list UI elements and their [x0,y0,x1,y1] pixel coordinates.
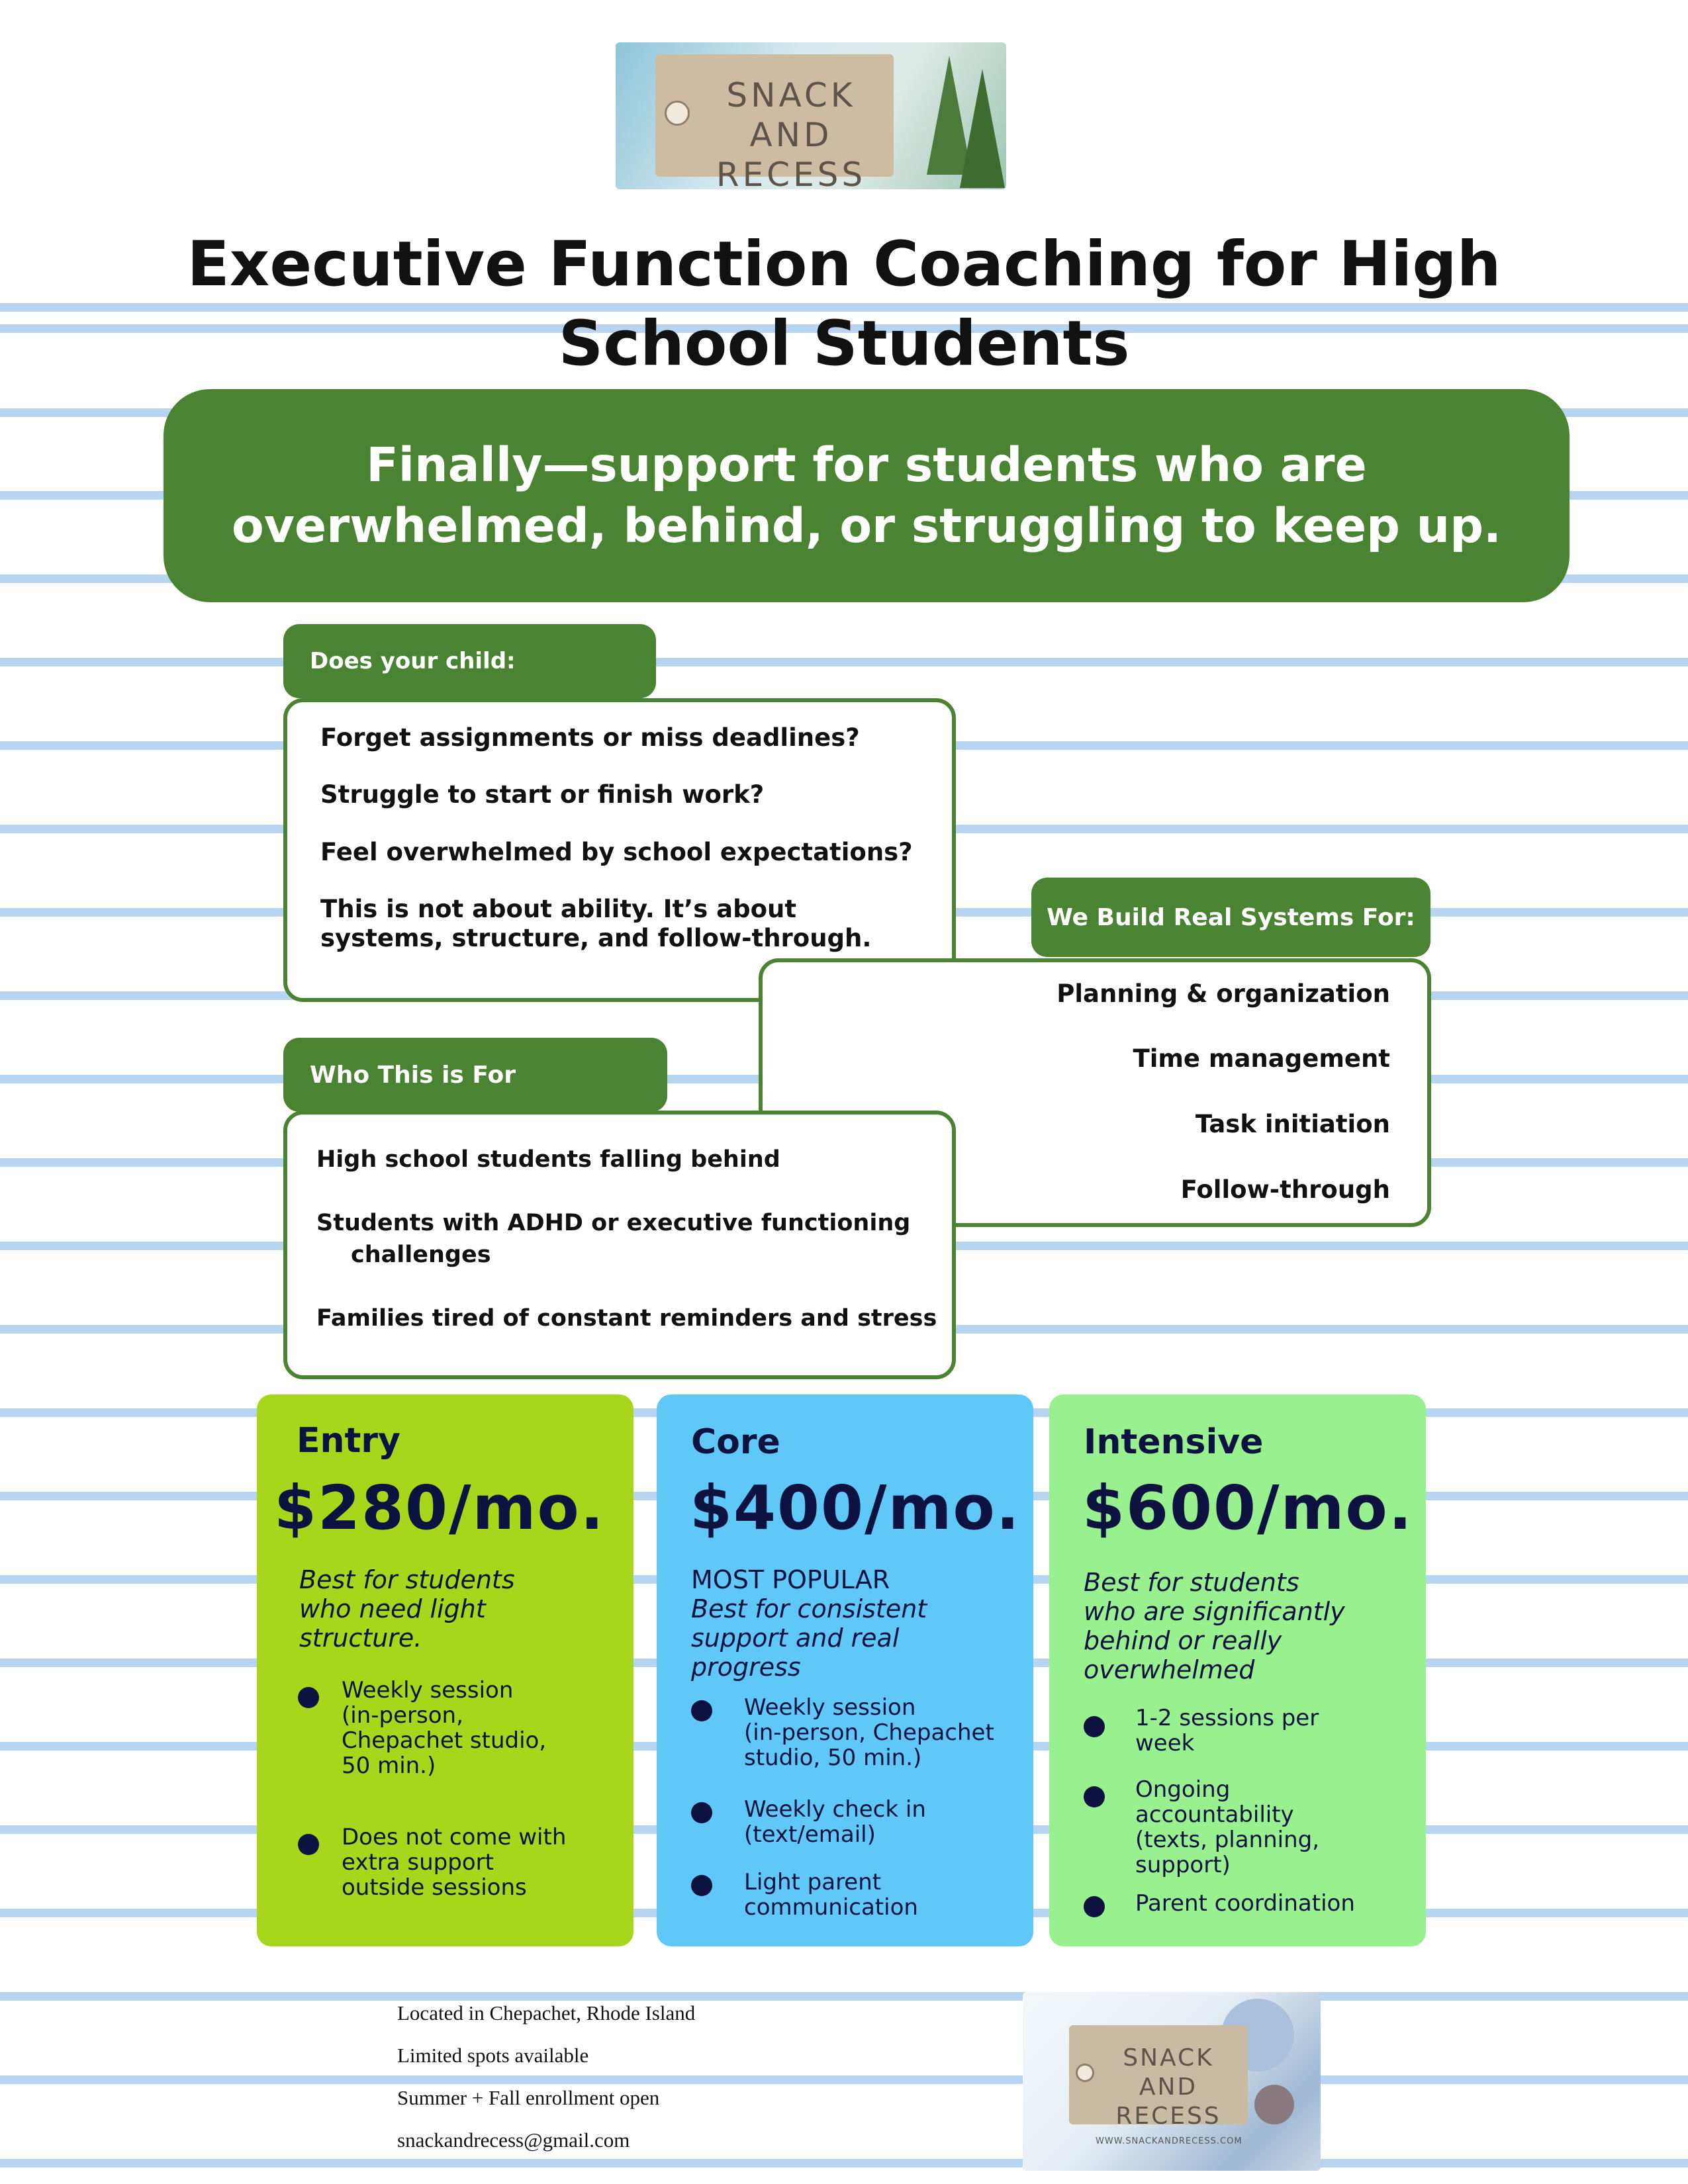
header-logo [616,42,1006,189]
does-your-child-heading [283,624,656,698]
page-title-line1: Executive Function Coaching for High [187,228,1501,300]
plan-description: Best for students who are significantly behind or really overwhelmed [1084,1568,1345,1684]
list-item: Planning & organization [1056,979,1390,1008]
logo-line1: SNACK AND [1123,2044,1214,2101]
list-item: High school students falling behind [316,1146,780,1173]
list-item: Time management [1133,1044,1390,1073]
pine-tree-icon [960,69,1005,188]
bullet-icon [1084,1786,1105,1807]
logo-line2: RECESS [1115,2103,1221,2130]
list-item: Families tired of constant reminders and stress [316,1305,937,1332]
logo-line2: RECESS [716,156,867,189]
logo-tag [1069,2025,1248,2130]
plan-price: $600/mo. [1082,1473,1413,1543]
footer-enrollment: Summer + Fall enrollment open [397,2086,660,2109]
tag-hole-icon [665,101,690,126]
logo-tag [655,54,894,189]
bullet-icon [298,1687,319,1708]
who-for-heading [283,1038,667,1112]
tag-hole-icon [1076,2064,1094,2082]
bullet-icon [691,1875,712,1896]
bullet-icon [1084,1896,1105,1917]
list-item: Struggle to start or finish work? [320,780,765,809]
systems-heading-text: We Build Real Systems For: [1047,903,1415,931]
footer-email[interactable]: snackandrecess@gmail.com [397,2128,630,2152]
plan-tier: Core [691,1422,780,1462]
logo-line1: SNACK AND [726,76,856,154]
page-title-line2: School Students [558,308,1130,380]
systems-heading [1031,878,1430,957]
list-item: This is not about ability. It’s about systems, structure, and follow-through. [320,895,872,952]
list-item: Follow-through [1180,1175,1390,1204]
bullet-icon [691,1802,712,1823]
list-item: Weekly session (in-person, Chepachet studio, 50 min.) [744,1694,994,1771]
page-title [165,225,1523,384]
banner-line1: Finally—support for students who are [366,437,1367,492]
footer-info [397,2001,695,2171]
list-item: Task initiation [1195,1110,1390,1138]
list-item: Feel overwhelmed by school expectations? [320,838,913,866]
plan-tier: Entry [297,1421,400,1461]
footer-logo [1023,1992,1321,2171]
list-item: Parent coordination [1135,1890,1355,1917]
plan-price: $400/mo. [690,1473,1021,1543]
list-item: 1-2 sessions per week [1135,1705,1319,1756]
leaf-icon [1254,2085,1294,2124]
tagline-banner [164,389,1570,602]
most-popular-badge: MOST POPULAR [691,1565,890,1594]
bullet-icon [1084,1716,1105,1737]
list-item: Ongoing accountability (texts, planning, support) [1135,1776,1320,1878]
list-item: Does not come with extra support outside sessions [342,1824,567,1901]
list-item: Weekly check in (text/email) [744,1796,926,1848]
banner-line2: overwhelmed, behind, or struggling to keep up. [231,498,1502,553]
list-item: Forget assignments or miss deadlines? [320,723,860,752]
who-for-box [283,1111,956,1379]
plan-price: $280/mo. [274,1473,605,1543]
list-item: Light parent communication [744,1869,918,1921]
does-your-child-box [283,698,956,1002]
bullet-icon [298,1834,319,1855]
plan-tier: Intensive [1084,1422,1264,1462]
plan-description: Best for students who need light structure. [299,1565,515,1653]
plan-card-intensive [1049,1394,1426,1946]
plan-card-core [657,1394,1033,1946]
plan-description: MOST POPULAR Best for consistent support and real progress [691,1565,927,1682]
logo-url: WWW.SNACKANDRECESS.COM [1096,2136,1243,2146]
footer-location: Located in Chepachet, Rhode Island [397,2001,696,2025]
list-item: Students with ADHD or executive functioning [316,1210,911,1236]
who-for-heading-text: Who This is For [310,1061,516,1089]
footer-spots: Limited spots available [397,2044,589,2067]
list-item: challenges [351,1242,491,1268]
plan-card-entry [257,1394,633,1946]
bullet-icon [691,1700,712,1721]
does-your-child-heading-text: Does your child: [310,648,516,674]
list-item: Weekly session (in-person, Chepachet studio, 50 min.) [342,1677,547,1779]
